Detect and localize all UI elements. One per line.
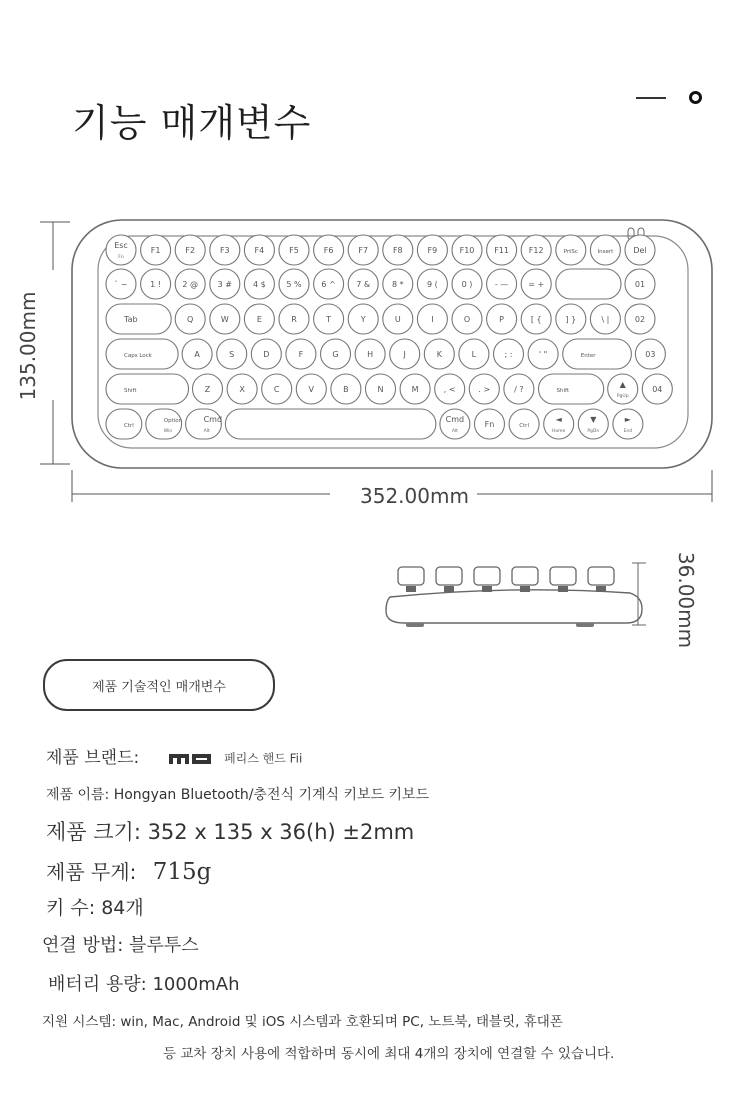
keycap-label: V xyxy=(308,385,315,394)
keycap-label: - — xyxy=(494,280,509,289)
keycap-label: 4 $ xyxy=(253,280,266,289)
keycap xyxy=(440,409,470,439)
technical-specs-tab[interactable]: 제품 기술적인 매개변수 xyxy=(43,659,275,711)
keycap xyxy=(225,409,436,439)
keycap-label: Ctrl xyxy=(124,423,134,429)
keycap-label: ] } xyxy=(565,315,577,324)
keycap-label: F12 xyxy=(528,246,544,255)
keycap xyxy=(556,269,621,299)
keycap-label: U xyxy=(394,315,401,324)
keycap-label: J xyxy=(403,350,406,359)
spec-brand-value: 페리스 핸드 Fii xyxy=(224,751,303,766)
side-keycap xyxy=(436,567,462,585)
keycap-label: F5 xyxy=(289,246,299,255)
spec-connection: 연결 방법: 블루투스 xyxy=(42,935,199,956)
brand-logo-icon xyxy=(167,751,213,765)
keycap-label: 0 ) xyxy=(461,280,473,289)
keycap xyxy=(106,304,171,334)
keycap xyxy=(613,409,643,439)
keycap-label: D xyxy=(263,350,270,359)
keycap-label: K xyxy=(436,350,442,359)
keycap-label: Shift xyxy=(124,388,137,394)
spec-supported-systems-line1: 지원 시스템: win, Mac, Android 및 iOS 시스템과 호환되며 PC, 노트북, 태블릿, 휴대폰 xyxy=(42,1014,563,1030)
keycap-label: 6 ^ xyxy=(321,280,336,289)
keycap-label: ► xyxy=(624,415,631,424)
keyboard-top-view-diagram xyxy=(0,200,750,520)
side-key-stem xyxy=(596,586,606,592)
depth-dimension-label: 36.00mm xyxy=(674,551,698,649)
keycap-label: 04 xyxy=(652,385,663,394)
side-foot-left xyxy=(406,623,424,627)
keycap-label: Ctrl xyxy=(519,423,529,429)
decorative-line xyxy=(636,97,666,99)
keycap-label: L xyxy=(471,350,477,359)
keycap-label: F3 xyxy=(219,246,230,255)
spec-brand-label: 제품 브랜드: xyxy=(46,748,140,768)
keycap-label: I xyxy=(431,315,434,324)
keycap-label: 8 * xyxy=(391,280,404,289)
keycap-label: 9 ( xyxy=(427,280,438,289)
keycap-label: R xyxy=(291,315,297,324)
keycap xyxy=(563,339,632,369)
keycap-label: W xyxy=(220,315,229,324)
spec-product-size: 제품 크기: 352 x 135 x 36(h) ±2mm xyxy=(46,820,415,844)
keycap-label: G xyxy=(332,350,339,359)
keycap-sub-label: Home xyxy=(552,429,566,434)
keycap-label: Y xyxy=(360,315,366,324)
side-body xyxy=(386,590,642,623)
keycap-label: 02 xyxy=(634,315,646,324)
keycap-label: \ | xyxy=(601,315,610,324)
keycap-label: ' " xyxy=(538,350,548,359)
side-key-stem xyxy=(558,586,568,592)
keycap-sub-label: Win xyxy=(163,429,173,434)
keycap-label: F7 xyxy=(358,246,369,255)
keycap-label: B xyxy=(343,385,349,394)
keycap-label: M xyxy=(411,385,419,394)
keycap-label: E xyxy=(256,315,262,324)
keycap-label: C xyxy=(273,385,280,394)
keycap-label: O xyxy=(463,315,471,324)
keycap-label: Tab xyxy=(124,315,138,324)
keycap-sub-label: PgDn xyxy=(587,429,600,434)
keycap-label: . > xyxy=(478,385,491,394)
keycap xyxy=(106,374,189,404)
keycap-label: / ? xyxy=(514,385,524,394)
side-keycap xyxy=(512,567,538,585)
keycap-label: Z xyxy=(204,385,211,394)
side-key-stem xyxy=(444,586,454,592)
keycap-label: Caps Lock xyxy=(124,353,152,359)
keycap-label: F9 xyxy=(427,246,438,255)
keycap-label: Enter xyxy=(580,353,596,359)
side-foot-right xyxy=(576,623,594,627)
spec-battery: 배터리 용량: 1000mAh xyxy=(48,974,240,995)
keycap-label: Q xyxy=(187,315,194,324)
keycap xyxy=(578,409,608,439)
side-keycap xyxy=(588,567,614,585)
spec-weight-value: 715g xyxy=(152,859,212,885)
keycap xyxy=(146,409,182,439)
spec-product-name: 제품 이름: Hongyan Bluetooth/충전식 기계식 키보드 키보드 xyxy=(46,787,430,803)
keycap-sub-label: Fn xyxy=(118,255,124,260)
side-keycap xyxy=(398,567,424,585)
side-keycap xyxy=(474,567,500,585)
page-title: 기능 매개변수 xyxy=(72,101,312,145)
decorative-dot xyxy=(689,91,702,104)
keycap-label: Insert xyxy=(597,249,614,255)
keycap-label: Cmd xyxy=(445,415,465,424)
keycap-label: F8 xyxy=(392,246,403,255)
keycap-label: F1 xyxy=(150,246,161,255)
keycap-label: S xyxy=(229,350,235,359)
keycap-label: P xyxy=(499,315,505,324)
keycap-label: T xyxy=(326,315,332,324)
side-key-stem xyxy=(520,586,530,592)
keycap-label: X xyxy=(239,385,245,394)
keycap-label: F2 xyxy=(185,246,196,255)
keycap-label: ▼ xyxy=(590,415,597,424)
keyboard-side-view-diagram xyxy=(370,545,670,645)
keycap xyxy=(539,374,604,404)
spec-brand xyxy=(46,743,302,768)
keycap-label: Option xyxy=(163,418,183,424)
keycap-label: ; : xyxy=(504,350,513,359)
keycap-label: 7 & xyxy=(356,280,371,289)
keycap-label: Fn xyxy=(484,420,495,429)
keycap-sub-label: Alt xyxy=(203,429,210,434)
keycap-label: ◄ xyxy=(555,415,562,424)
keycap-label: ▲ xyxy=(619,380,626,389)
keycap-label: F10 xyxy=(459,246,475,255)
keycap-label: [ { xyxy=(530,315,542,324)
keycap-label: 5 % xyxy=(286,280,302,289)
keycap-label: Del xyxy=(633,246,647,255)
keycap-label: 01 xyxy=(634,280,646,289)
side-key-stem xyxy=(406,586,416,592)
keycap xyxy=(608,374,638,404)
spec-supported-systems-line2: 등 교차 장치 사용에 적합하며 동시에 최대 4개의 장치에 연결할 수 있습니다. xyxy=(163,1046,615,1062)
keycap-label: F11 xyxy=(494,246,509,255)
keycap-label: 1 ! xyxy=(150,280,162,289)
keycap xyxy=(186,409,222,439)
keycap-label: Cmd xyxy=(203,415,223,424)
keycap-label: Shift xyxy=(556,388,570,394)
spec-key-count: 키 수: 84개 xyxy=(46,897,144,919)
keycap-label: PrtSc xyxy=(563,249,578,255)
side-key-stem xyxy=(482,586,492,592)
keycap-sub-label: PgUp xyxy=(616,394,629,399)
keycap-label: F4 xyxy=(254,246,265,255)
keycap-label: 03 xyxy=(645,350,656,359)
keycap-label: A xyxy=(194,350,200,359)
spec-weight-label: 제품 무게: xyxy=(46,860,137,884)
keycap-label: N xyxy=(377,385,384,394)
keycap-label: Esc xyxy=(114,241,128,250)
keycap-sub-label: End xyxy=(623,429,633,434)
keycap-sub-label: Alt xyxy=(451,429,458,434)
side-keycap xyxy=(550,567,576,585)
keycap-label: F xyxy=(298,350,304,359)
keycap-label: F6 xyxy=(323,246,334,255)
keycap xyxy=(544,409,574,439)
keycap-label: ` ~ xyxy=(114,280,128,289)
keycap-label: = + xyxy=(528,280,545,289)
width-dimension-label: 352.00mm xyxy=(352,484,477,508)
spec-weight xyxy=(46,856,211,885)
keycap-label: H xyxy=(367,350,374,359)
keycap xyxy=(106,235,136,265)
keycap-label: 3 # xyxy=(217,280,232,289)
keycap-label: 2 @ xyxy=(182,280,199,289)
height-dimension-label: 135.00mm xyxy=(16,291,40,401)
keycap-label: , < xyxy=(443,385,456,394)
